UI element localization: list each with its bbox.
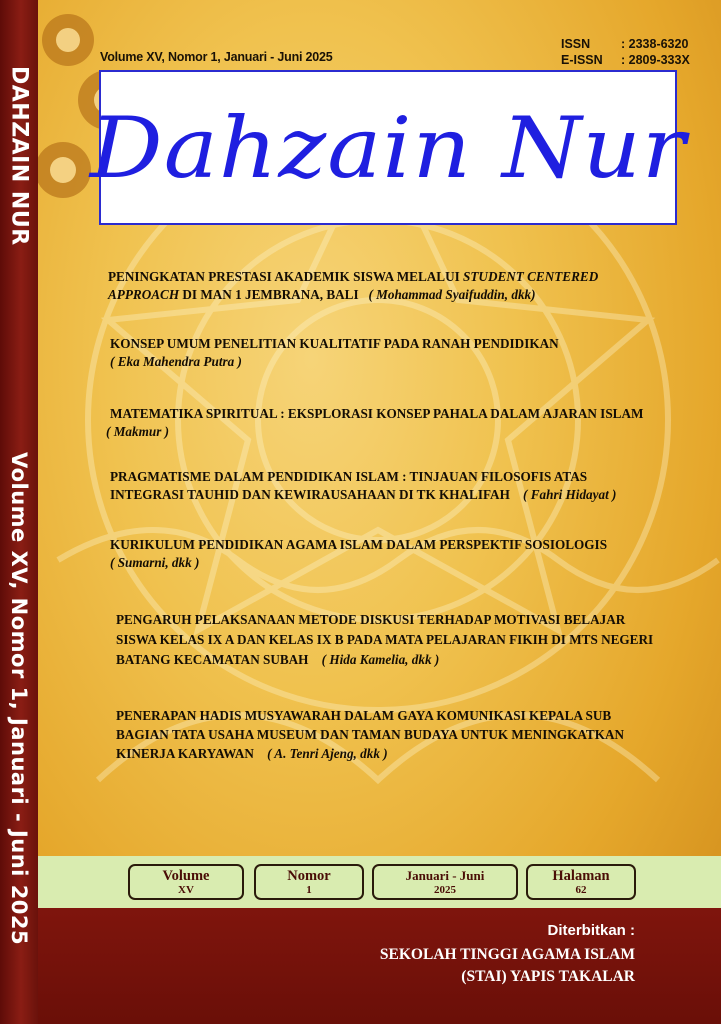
cover-spine [0,0,38,1024]
info-volume: Volume XV [128,864,244,900]
issn-block [561,36,690,68]
spine-volume-text: Volume XV, Nomor 1, Januari - Juni 2025 [7,452,31,946]
publisher-name-line1: SEKOLAH TINGGI AGAMA ISLAM [379,946,635,963]
info-halaman: Halaman 62 [526,864,636,900]
issn-label: ISSN [561,37,591,51]
info-periode: Januari - Juni 2025 [372,864,518,900]
journal-title-box [89,70,687,225]
article-author: ( Sumarni, dkk ) [110,555,200,570]
spine-title: DAHZAIN NUR [6,66,32,246]
publisher-name-line2: (STAI) YAPIS TAKALAR [461,968,635,985]
eissn-value: : 2809-333X [621,53,690,67]
volume-issue-line: Volume XV, Nomor 1, Januari - Juni 2025 [100,50,333,64]
article-author: ( Eka Mahendra Putra ) [110,354,242,369]
article-author: ( Fahri Hidayat ) [523,487,617,502]
article-item: PENGARUH PELAKSANAAN METODE DISKUSI TERHADAP MOTIVASI BELAJAR SISWA KELAS IX A DAN KELAS IX B PADA MATA PELAJARAN FIKIH DI MTS NEGERI BATANG KECAMATAN SUBAH ( Hida Kamelia, dkk ) [116,612,654,667]
publisher-label: Diterbitkan : [547,922,635,939]
article-author: ( Makmur ) [106,424,170,439]
issn-value: : 2338-6320 [621,37,689,51]
article-item: PENERAPAN HADIS MUSYAWARAH DALAM GAYA KOMUNIKASI KEPALA SUB BAGIAN TATA USAHA MUSEUM DAN TAMAN BUDAYA UNTUK MENINGKATKAN KINERJA KARYAWAN ( A. Tenri Ajeng, dkk ) [116,708,625,761]
article-author: ( Mohammad Syaifuddin, dkk) [368,287,536,302]
article-author: ( Hida Kamelia, dkk ) [321,652,440,667]
article-author: ( A. Tenri Ajeng, dkk ) [267,746,388,761]
article-item: KONSEP UMUM PENELITIAN KUALITATIF PADA RANAH PENDIDIKAN ( Eka Mahendra Putra ) [110,335,700,371]
article-item: PENINGKATAN PRESTASI AKADEMIK SISWA MELALUI STUDENT CENTERED APPROACH DI MAN 1 JEMBRANA, BALI ( Mohammad Syaifuddin, dkk) [108,269,599,302]
eissn-label: E-ISSN [561,53,603,67]
issue-info-bar [38,856,721,908]
publisher-area [38,908,721,1024]
journal-title: Dahzain Nur [89,98,687,197]
article-item: PRAGMATISME DALAM PENDIDIKAN ISLAM : TINJAUAN FILOSOFIS ATAS INTEGRASI TAUHID DAN KEWIRAUSAHAAN DI TK KHALIFAH ( Fahri Hidayat ) [110,469,617,502]
info-nomor: Nomor 1 [254,864,364,900]
article-item: MATEMATIKA SPIRITUAL : EKSPLORASI KONSEP PAHALA DALAM AJARAN ISLAM ( Makmur ) [110,405,700,441]
article-item: KURIKULUM PENDIDIKAN AGAMA ISLAM DALAM PERSPEKTIF SOSIOLOGIS ( Sumarni, dkk ) [110,536,700,572]
